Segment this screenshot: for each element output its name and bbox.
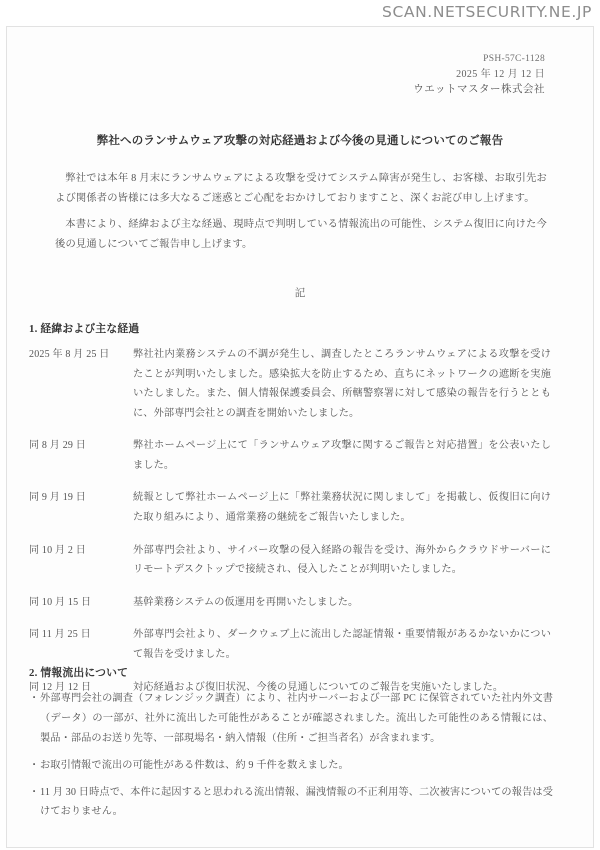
timeline-date: 同 10 月 15 日 <box>29 596 92 608</box>
document-id: PSH-57C-1128 <box>483 54 545 64</box>
intro-section <box>55 169 547 261</box>
list-item-text: 11 月 30 日時点で、本件に起因すると思われる流出情報、漏洩情報の不正利用等、二次被害についての報告は受けておりません。 <box>40 786 553 818</box>
table-row <box>29 436 551 488</box>
ki-mark: 記 <box>294 288 306 299</box>
intro-paragraph: 本書により、経緯および主な経過、現時点で判明している情報流出の可能性、システム復旧に向けた今後の見通しについてご報告申し上げます。 <box>55 219 547 251</box>
document-header <box>413 52 545 98</box>
list-item-text: 外部専門会社の調査（フォレンジック調査）により、社内サーバーおよび一部 PC に保管されていた社内外文書（データ）の一部が、社外に流出した可能性があることが確認されました。流出した可能性のある情報には、製品・部品のお送り先等、一部現場名・納入情報（住所・ご担当者名）が含まれます。 <box>40 693 553 744</box>
table-row <box>29 488 551 540</box>
section-heading-timeline: 1. 経緯および主な経過 <box>29 323 140 335</box>
section-heading-data-leak: 2. 情報流出について <box>29 667 129 679</box>
timeline-description: 対応経過および復旧状況、今後の見通しについてのご報告を実施いたしました。 <box>133 681 504 693</box>
timeline-table <box>29 345 551 710</box>
site-watermark: SCAN.NETSECURITY.NE.JP <box>382 3 592 21</box>
list-item <box>29 689 553 749</box>
timeline-description: 続報として弊社ホームページ上に「弊社業務状況に関しまして」を掲載し、仮復旧に向けた取り組みにより、通常業務の継続をご報告いたしました。 <box>133 492 551 524</box>
timeline-description: 弊社社内業務システムの不調が発生し、調査したところランサムウェアによる攻撃を受けたことが判明いたしました。感染拡大を防止するため、直ちにネットワークの遮断を実施いたしました。また、個人情報保護委員会、所轄警察署に対して感染の報告を行うとともに、外部専門会社との調査を開始いたしました。 <box>133 349 551 419</box>
timeline-date: 同 10 月 2 日 <box>29 544 86 556</box>
timeline-description: 外部専門会社より、サイバー攻撃の侵入経路の報告を受け、海外からクラウドサーバーにリモートデスクトップで接続され、侵入したことが判明いたしました。 <box>133 544 551 576</box>
table-row <box>29 541 551 593</box>
timeline-description: 弊社ホームページ上にて「ランサムウェア攻撃に関するご報告と対応措置」を公表いたしました。 <box>133 440 551 471</box>
watermark-band <box>0 0 600 26</box>
bullet-point-icon: ・ <box>29 786 40 798</box>
document-content <box>7 27 593 847</box>
table-row <box>29 345 551 436</box>
bullet-point-icon: ・ <box>29 693 40 704</box>
page-title: 弊社へのランサムウェア攻撃の対応経過および今後の見通しについてのご報告 <box>96 135 504 147</box>
scanned-document-page <box>6 26 594 848</box>
timeline-date: 同 9 月 19 日 <box>29 492 86 504</box>
list-item <box>29 783 553 823</box>
data-leak-bullet-list <box>29 689 553 829</box>
table-row <box>29 593 551 626</box>
timeline-description: 基幹業務システムの仮運用を再開いたしました。 <box>133 596 359 608</box>
timeline-date: 同 8 月 29 日 <box>29 440 86 452</box>
timeline-date: 2025 年 8 月 25 日 <box>29 349 110 360</box>
list-item <box>29 756 553 776</box>
bullet-point-icon: ・ <box>29 759 40 771</box>
issuing-company: ウエットマスター株式会社 <box>413 84 545 96</box>
intro-paragraph: 弊社では本年 8 月末にランサムウェアによる攻撃を受けてシステム障害が発生し、お客様、お取引先および関係者の皆様には多大なるご迷惑とご心配をおかけしておりますこと、深くお詫び申し上げます。 <box>55 173 547 205</box>
list-item-text: お取引情報で流出の可能性がある件数は、約 9 千件を数えました。 <box>40 759 349 771</box>
timeline-description: 外部専門会社より、ダークウェブ上に流出した認証情報・重要情報があるかないかについて報告を受けました。 <box>133 629 551 660</box>
document-date: 2025 年 12 月 12 日 <box>456 68 545 80</box>
timeline-date: 同 11 月 25 日 <box>29 629 91 641</box>
timeline-date: 同 12 月 12 日 <box>29 681 92 693</box>
